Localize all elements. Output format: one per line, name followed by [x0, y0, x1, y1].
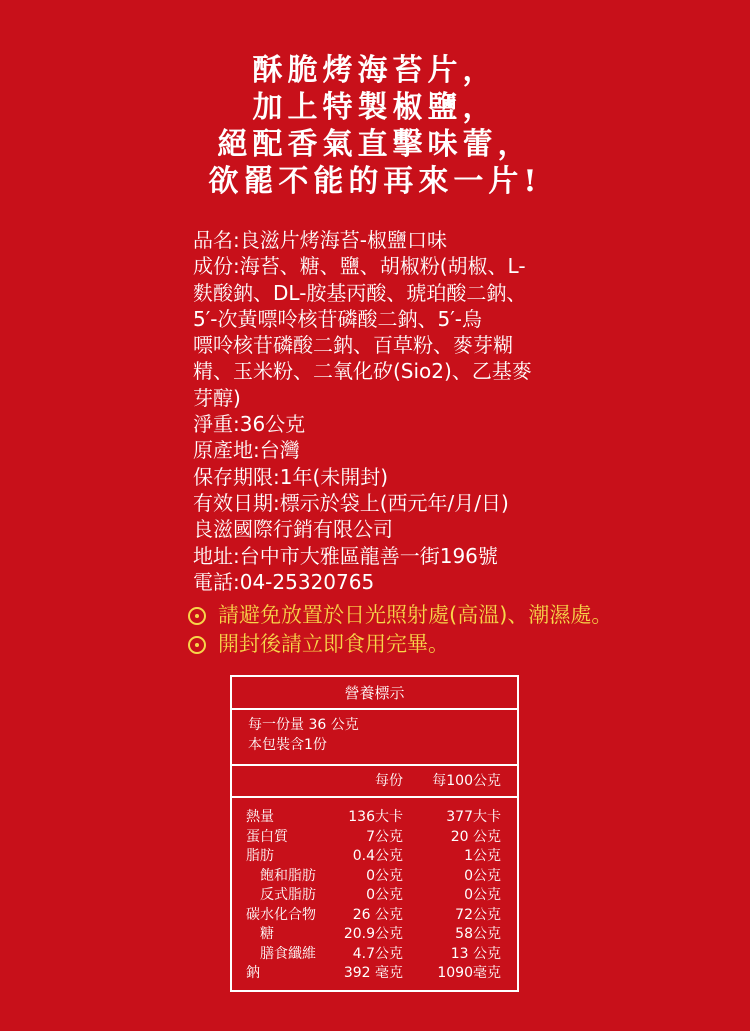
shelf-life: 保存期限:1年(未開封) [193, 464, 389, 489]
note-item [188, 601, 612, 630]
nutrient-name: 反式脂肪 [260, 887, 316, 903]
nutrient-per-serving: 136大卡 [348, 809, 403, 825]
nutrient-name: 蛋白質 [246, 828, 288, 845]
nutrition-row [232, 964, 517, 984]
nutrition-table [230, 675, 519, 992]
nutrient-per-100g: 1090毫克 [437, 965, 501, 981]
net-weight: 淨重:36公克 [193, 412, 306, 437]
ingredients-line: 麩酸鈉、DL-胺基丙酸、琥珀酸二鈉、 [193, 280, 527, 305]
servings-per-pack: 本包裝含1份 [248, 737, 327, 753]
nutrient-name: 飽和脂肪 [260, 867, 316, 884]
nutrition-row [232, 886, 517, 906]
nutrient-per-serving: 0公克 [366, 887, 403, 903]
ingredients-line: 芽醇) [193, 385, 241, 410]
note-item [188, 630, 612, 659]
nutrient-name: 碳水化合物 [246, 906, 316, 923]
nutrient-per-serving: 20.9公克 [343, 926, 403, 942]
nutrient-per-100g: 0公克 [464, 887, 501, 903]
nutrient-per-100g: 377大卡 [446, 809, 501, 825]
slogan [0, 52, 750, 200]
nutrition-row [232, 945, 517, 965]
address: 地址:台中市大雅區龍善一街196號 [193, 543, 498, 568]
nutrition-row [232, 867, 517, 887]
nutrient-per-100g: 13 公克 [450, 945, 501, 962]
product-name: 品名:良滋片烤海苔-椒鹽口味 [193, 228, 447, 252]
nutrient-per-serving: 26 公克 [352, 906, 403, 923]
nutrient-per-100g: 72公克 [455, 906, 501, 923]
nutrient-name: 糖 [260, 926, 274, 942]
circle-dot-icon [188, 607, 206, 625]
product-info [193, 227, 573, 595]
expiry-date: 有效日期:標示於袋上(西元年/月/日) [193, 490, 509, 515]
nutrient-per-serving: 0.4公克 [352, 848, 403, 864]
nutrition-row [232, 828, 517, 848]
nutrition-row [232, 906, 517, 926]
serving-size: 每一份量 36 公克 [248, 717, 359, 733]
nutrition-row [232, 847, 517, 867]
origin: 原產地:台灣 [193, 438, 300, 463]
nutrient-per-serving: 0公克 [366, 867, 403, 884]
nutrition-header-row [232, 766, 517, 798]
ingredients [193, 253, 573, 411]
ingredients-line: 5′-次黃嘌呤核苷磷酸二鈉、5′-烏 [193, 306, 482, 331]
phone: 電話:04-25320765 [193, 569, 375, 594]
slogan-line: 欲罷不能的再來一片! [208, 164, 542, 199]
ingredients-line: 嘌呤核苷磷酸二鈉、百草粉、麥芽糊 [193, 333, 513, 358]
nutrient-per-100g: 0公克 [464, 867, 501, 884]
note-text: 請避免放置於日光照射處(高溫)、潮濕處。 [218, 603, 613, 627]
nutrient-per-100g: 58公克 [455, 926, 501, 942]
storage-notes [188, 601, 612, 659]
ingredients-line: 精、玉米粉、二氧化矽(Sio2)、乙基麥 [193, 359, 532, 384]
column-per-serving: 每份 [375, 773, 403, 789]
nutrient-name: 鈉 [246, 965, 260, 981]
nutrition-rows [232, 798, 517, 984]
nutrient-per-100g: 1公克 [464, 848, 501, 864]
slogan-line: 絕配香氣直擊味蕾， [217, 127, 533, 162]
nutrition-row [232, 808, 517, 828]
nutrient-per-serving: 392 毫克 [343, 965, 403, 981]
nutrient-per-serving: 7公克 [366, 828, 403, 845]
nutrient-name: 熱量 [246, 809, 274, 825]
slogan-line: 加上特製椒鹽， [252, 90, 498, 125]
nutrition-row [232, 925, 517, 945]
slogan-line: 酥脆烤海苔片， [252, 53, 498, 88]
serving-info [232, 710, 517, 766]
company-name: 良滋國際行銷有限公司 [193, 517, 393, 542]
nutrient-per-serving: 4.7公克 [352, 945, 403, 962]
note-text: 開封後請立即食用完畢。 [218, 632, 449, 656]
nutrient-per-100g: 20 公克 [450, 828, 501, 845]
column-per-100g: 每100公克 [432, 773, 501, 789]
ingredients-line: 成份:海苔、糖、鹽、胡椒粉(胡椒、L- [193, 254, 526, 279]
circle-dot-icon [188, 636, 206, 654]
nutrient-name: 脂肪 [246, 848, 274, 864]
nutrient-name: 膳食纖維 [260, 945, 316, 962]
nutrition-title: 營養標示 [232, 677, 517, 710]
